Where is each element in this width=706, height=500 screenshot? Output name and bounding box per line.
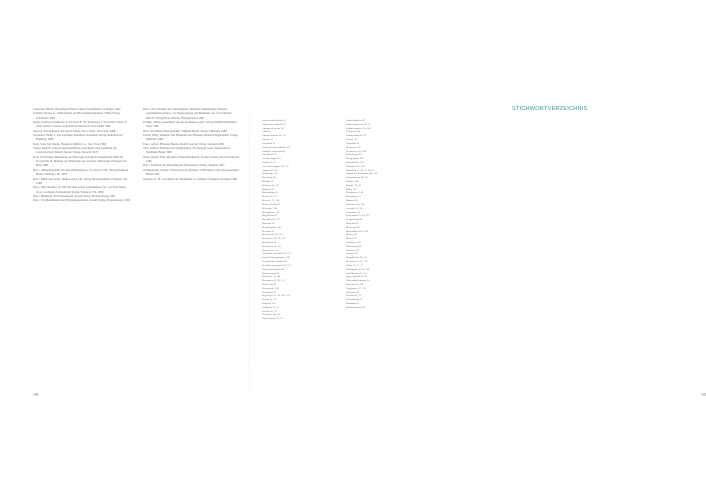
index-entry: Pestwurz 101 [346,248,360,252]
index-entry: Blutwurz 59 [262,221,275,225]
index-entry: Bachbunge 107 [262,172,278,176]
index-entry: Daucus carota 87 [262,271,280,275]
index-entry: Kornblume 57 [346,195,361,199]
index-entry: Chelidonium majus 103, 121 [262,263,292,267]
index-entry: Ambrosia artemisiifolia 175 [262,145,291,149]
bibliography-entry: Stoll, Wolf-Dieter, Bedeutung und Ökologie biologisch-dynamischer Hilfe im Ecosystem, in: Beiträge zur Ethnologie der Schweiz, Ethnologica Helvetica II, Bern 1980 [33,154,127,168]
index-entry: Apfelbaum 29 [262,153,277,157]
index-entry: Ehrenpreis 20, 38, 121 [262,279,285,283]
index-entry: Schafgarbe 24, 60, 104 [346,267,370,271]
index-entry: Berberitze 138 [262,206,277,210]
index-entry: Kümmel 45 [346,199,358,203]
index-entry: Wermut 42, 79 [346,294,361,298]
index-entry: Ackerschachtelhalm 32 [262,119,286,122]
index-entry: Calendula officinalis 36, 110 [262,252,291,256]
index-entry: Königskerze 144 [346,191,364,195]
left-page [0,0,250,500]
index-entry: Arctium lappa 102 [262,157,281,161]
index-entry: Faulbaum 13, 67 [262,305,279,309]
index-entry: Bärenklau 84 [262,176,276,180]
index-entry: Augentrost 128 [262,168,278,172]
index-entry: Buchweizen 78 [262,248,278,252]
index-entry: Bingelkraut 29 [262,214,277,218]
index-entry: Gundermann 34, 99 [346,134,366,138]
bibliography-entry: Ders.: Von Heilkräutern und Pflanzengottheiten, Aurum Verlag, Braunschweig 1993 [33,198,131,203]
bibliography-entry: Ders.: »Bienengeschäft mit dem Pflanzengeist«, in: Esotera 7/87, Verlag Hermann Bauer, Freiburg i. Br. 1987 [33,167,129,177]
index-entry: Eichenrinde 124 [262,286,279,290]
index-entry: Thymian 50, 126 [346,282,364,286]
index-entry: Cichorium intybus 68 [262,267,284,271]
bibliography-entry: Zimmermann, Werner, Wörterbuch der Medizin, VEB Verlag Volk und Gesundheit, Berlin 1991 [143,167,240,177]
index-entry: Gelbwurz 104 [346,130,361,134]
index-entry: Hauswurz 127 [346,145,361,149]
index-entry: Odermennig 92 [346,244,362,248]
index-entry: Hirtentäschel 136 [346,160,364,164]
index-entry: Galium aparine 124, 140 [346,126,371,130]
bibliography-entry: Storrisurd, Philip J., Die Apotheke Mandrina, Rosenthal Verlag, Reinbeck bei Hamburg 1988 [33,133,123,142]
index-entry: Malve 44, 68 [346,225,360,229]
bibliography-column-1 [33,107,133,203]
bibliography-entry: Ders.: Lehrbuch der Phytotherapie, Hippokrates Verlag, Stuttgart 1991 [143,163,225,168]
index-entry: Brunnenkresse 107 [262,244,282,248]
index-entry: Mistel 127 [346,237,357,241]
index-entry: Arnika 47, 63 [262,160,276,164]
index-entry: Melisse 80 [346,233,357,237]
index-entry: Anthyllis vulneraria 64 [262,149,286,153]
index-entry: Löwenzahn 19, 64, 125 [346,214,370,218]
index-entry: Agrimonia eupatoria 92 [262,122,286,126]
page-number-left: 188 [33,393,39,397]
index-entry: Baldrian 78 [262,187,274,191]
index-entry: Huflattich 15, 39, 61, 66, 81 [346,168,375,172]
index-entry: Boretsch 23 [262,229,275,233]
index-entry: Spitzwegerich 55, 91 [346,275,368,279]
index-entry: Johanniskraut 48, 123 [346,176,369,180]
index-entry: Zinnkraut 32 [346,302,359,305]
index-entry: Schöllkraut 103, 121 [346,271,367,275]
index-entry: Artemisia vulgaris 56, 157 [262,164,289,168]
index-entry: Engelwurz 25, 36, 130, 133 [262,294,290,298]
index-entry: Salbei 18, 53, 77 [346,263,363,267]
index-entry: Quecke 147 [346,252,359,256]
index-entry: Brombeere 28, 36, 134 [262,237,285,241]
index-entry: Barbarakraut 93 [262,191,279,195]
index-entry: Wiesenknopf 75 [346,298,363,302]
index-entry: Beinwell 71, 118 [262,199,280,203]
index-entry: Bärlapp 58 [262,180,274,183]
index-entry: Lungenkraut 96 [346,218,362,222]
index-entry: Rosmarin 21, 91, 126 [346,260,368,264]
index-entry: Bruchkraut 43 [262,241,277,244]
index-entry: Brennnessel 98, 121 [262,233,283,237]
index-entry: Allium ursinum 14, 132 [262,134,287,138]
bibliography-entry: Ders.: Heimkehr der Kräuterhexen, Aurum Verlag, Braunschweig 1997 [33,193,116,198]
index-entry: Eibisch 68, 85 [262,282,277,286]
index-entry: Tausendgüldenkraut 90 [346,279,370,283]
index-entry: Herzgespann 139 [346,157,364,161]
index-entry: Enzian 31, 54 [262,298,276,302]
bibliography-entry: Schweizer Hirsch, Die heilige Pflanz, Lumos Taschenbuch, Göttingen 1992 [33,107,121,111]
bibliography-entry: Tierhen, Maria, Gesundheit aus der Apotheke Gottes, Verlag Wilhelm Ennsthaler, Steyr 1980 [143,120,238,129]
bibliography-entry: Steiner Rudolf, Geisteswissenschaftliche Grundlagen zum Gedeihen der Landwirtschaft, Rudolf Steiner Verlag, Dornach 1975 [33,146,117,155]
index-entry: Lavendel 51, 94 [346,206,363,210]
index-entry: Holunder 105, 145 [346,164,365,168]
index-entry: Centaurium erythraea 90 [262,260,287,264]
bibliography-entry: Singh, Udaiveer/Wadhwani A. M./Johri B. M., Dictionary of Economic Plants of India, Indian Council of Agricultural Research, New Delhi 1996 [33,120,127,129]
index-entry: Kamille 30, 58 [346,183,361,187]
index-entry: Bellis perennis 62 [262,202,281,206]
index-entry: Alraune 11 [262,138,274,142]
index-entry: Heckenrose 41, 146 [346,149,366,153]
index-entry: Eisenkraut 97 [262,290,276,294]
index-entry: Leinkraut 115 [346,210,361,214]
bibliography-column-2 [143,107,241,181]
index-entry: Heidekraut 103 [346,153,362,157]
bibliography-entry: Weil, Andrew, Heilung und Selbstheilung, Psychologie heute Taschenbuch, Weinheim/Basel 1988 [143,146,231,155]
index-entry: Ringelblume 36, 110 [346,256,367,260]
index-entry: Mädesüß 46 [346,221,359,225]
index-entry: Agropyron repens 147 [262,126,285,130]
index-entry: Besenginster 113 [262,210,280,214]
index-entry: Vogelmiere 27, 114 [346,286,366,290]
index-entry: Fieberklee 40, 127 [262,313,281,317]
bibliography-entry: Ulrich, Willy, Wilhelm, Die Heilkräfte der Pflanzen, Heinrich Hugendubel Verlag, München 1984 [143,133,239,142]
bibliography-entry: Ders.: An meiner Hausapotheke, Wilhelm Heyne Verlag, München 1988 [143,128,227,133]
index-entry: Mariendistel 109, 149 [346,229,369,233]
bibliography-entry: Ders.: »Die Weisheit der Wurzelgeister: Elemente mehrjähriger Pflanzen zusammenbetrachten«, in: Naturordnung und Heilkunst, hg. von Christian Rätsch, Verlag Bruno Martin, Südergellersen 1995 [143,107,232,120]
index-entry: Labkraut 124, 140 [346,202,365,206]
index-entry: Alant 20 [262,130,271,134]
index-entry: Bockshornklee 140 [262,225,282,229]
bibliography-entry: Schmidt, Werner G., Heilpflanzen und Hexenkräuterglauben, VMA-Verlag, Wiesbaden 1994 [33,111,121,120]
bibliography-entry: Ders.: »Der Druide«, in: Wie die alten Götter zurückkehren, hg. von Wolf-Dieter Storl, Goldmann Taschenbuch Verlag, Freiburg i. Br. 1990 [33,185,127,194]
index-entry: Fenchel 45, 72 [262,309,277,313]
page-number-right: 189 [701,393,706,397]
bibliography-entry: Zirnitzer, K. H., Geschichte der Heilkunde, A. Arbeiten, Frankfurt am Main 1986 [143,176,237,181]
index-entry: Frauenmantel 73, 111 [262,317,284,321]
bibliography-entry: Unter, Alfred, Pflanzen-Hexen, Rudolf Geering Verlag, Dornach 1989 [143,141,224,146]
bibliography-entry: Stein, Stan, My Weeds, Houghton Mifflin Co., New York 1988 [33,141,106,146]
index-entry: Beifuß 56, 157 [262,195,277,199]
index-entry: Günsel 135 [346,138,358,142]
bibliography-entry: Weiss, Rudolf Fritz, Moderne Pflanzenheilkunde, Kosmos Verlag, Bad Wörishofen 1982 [143,154,240,164]
index-heading: STICHWORTVERZEICHNIS [512,106,588,112]
index-entry: Klette 102 [346,187,357,191]
index-entry: Hypericum perforatum 48, 123 [346,172,378,176]
index-entry: Hagebutte 41 [346,141,360,145]
index-entry: Erdrauch 118 [262,302,276,305]
bibliography-entry: Ders.: Nimir und Sechs, Dunkel und Licht, Verlag Hermann Bauer, Freiburg i. Br. 1988 [33,176,128,185]
index-entry: Kalmus 140 [346,180,359,183]
index-entry: Amaranth 52 [262,141,276,145]
index-entry: Capsella bursa-pastoris 136 [262,256,290,260]
index-column-1 [262,119,312,321]
index-entry: Wegwarte 68 [346,290,360,294]
index-entry: Gänsefingerkraut 26, 70 [346,122,371,126]
index-entry: Zitronenmelisse 80 [346,305,366,309]
bibliography-entry: Spencer, Edwin Rollin, All About Weeds, Dover Publ., New York 1968 [33,128,116,133]
index-entry: Bärlauch 14, 132 [262,183,280,187]
index-entry: Nachtkerze 65 [346,241,361,244]
index-entry: Echinacea 16, 141 [262,275,281,279]
index-entry: Gänseblümchen 62 [346,119,366,122]
index-column-2 [346,119,416,310]
index-entry: Bitterklee 40, 127 [262,218,280,222]
